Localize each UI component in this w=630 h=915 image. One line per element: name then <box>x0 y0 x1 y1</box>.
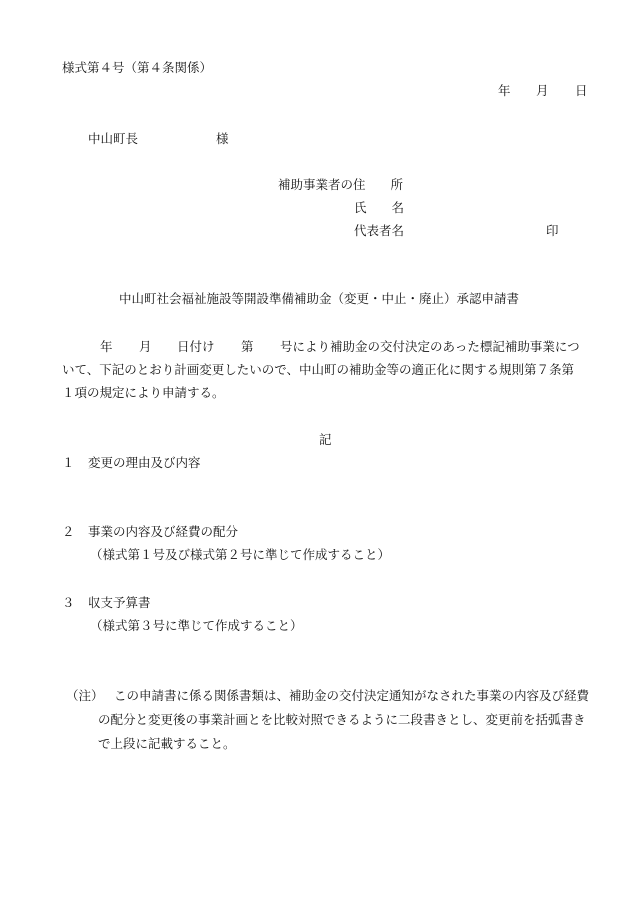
item-number: １ <box>62 455 75 470</box>
note-label: （注） <box>66 688 104 703</box>
item-sub-note: （様式第１号及び様式第２号に準じて作成すること） <box>90 547 391 562</box>
date-day-label: 日 <box>575 83 588 98</box>
item-number: ３ <box>62 595 75 610</box>
document-title: 中山町社会福祉施設等開設準備補助金（変更・中止・廃止）承認申請書 <box>119 291 520 306</box>
ki-heading: 記 <box>319 432 332 447</box>
body-line2: いて、下記のとおり計画変更したいので、中山町の補助金等の適正化に関する規則第７条第 <box>62 362 575 377</box>
addressee-name: 中山町長 <box>88 131 139 146</box>
item-label: 変更の理由及び内容 <box>88 455 201 470</box>
date-year-label: 年 <box>498 83 511 98</box>
body-line1-rest: 号により補助金の交付決定のあった標記補助事業につ <box>280 339 580 354</box>
body-dated: 日付け <box>177 339 215 354</box>
applicant-address-label: 補助事業者の住 所 <box>278 177 404 192</box>
form-label: 様式第４号（第４条関係） <box>62 60 213 75</box>
body-line3: １項の規定により申請する。 <box>62 385 225 400</box>
item-sub-note: （様式第３号に準じて作成すること） <box>90 618 303 633</box>
applicant-rep-label: 代表者名 <box>354 223 405 238</box>
item-number: ２ <box>62 524 75 539</box>
body-number: 第 <box>241 339 254 354</box>
body-month: 月 <box>139 339 152 354</box>
addressee-honorific: 様 <box>216 131 229 146</box>
item-label: 収支予算書 <box>88 595 151 610</box>
note-text: この申請書に係る関係書類は、補助金の交付決定通知がなされた事業の内容及び経費の配分と変更後の事業計画とを比較対照できるように二段書きとし、変更前を括弧書きで上段に記載すること。 <box>98 688 590 751</box>
seal-mark: 印 <box>546 223 559 238</box>
date-month-label: 月 <box>536 83 549 98</box>
body-year: 年 <box>100 339 113 354</box>
applicant-name-label: 氏 名 <box>354 200 405 215</box>
item-label: 事業の内容及び経費の配分 <box>88 524 239 539</box>
